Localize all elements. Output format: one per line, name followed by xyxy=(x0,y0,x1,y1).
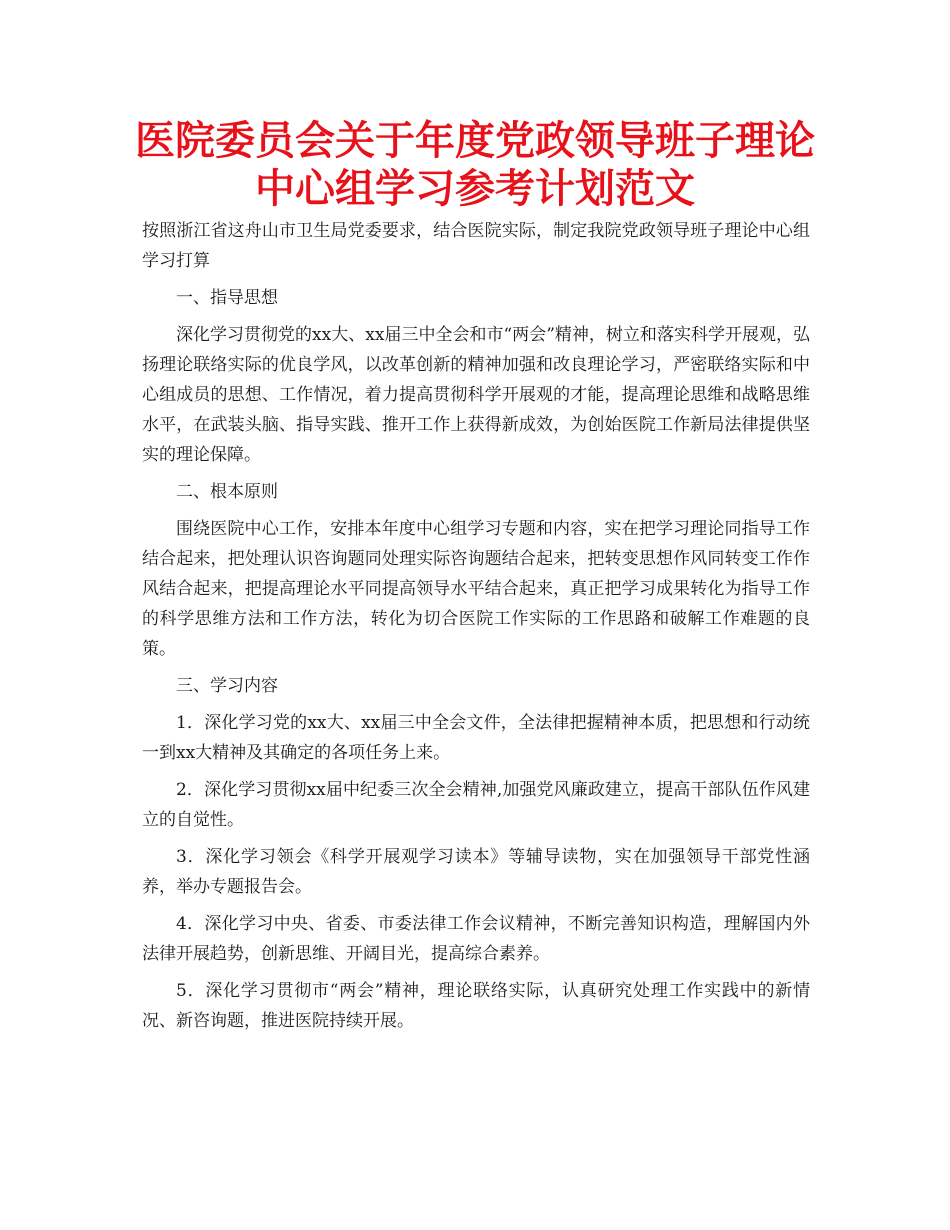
study-item-3: 3．深化学习领会《科学开展观学习读本》等辅导读物，实在加强领导干部党性涵养，举办专题报告会。 xyxy=(142,847,810,897)
study-item-5: 5．深化学习贯彻市“两会”精神，理论联络实际，认真研究处理工作实践中的新情况、新咨询题，推进医院持续开展。 xyxy=(142,981,810,1031)
paragraph-basic-principles: 围绕医院中心工作，安排本年度中心组学习专题和内容，实在把学习理论同指导工作结合起来，把处理认识咨询题同处理实际咨询题结合起来，把转变思想作风同转变工作作风结合起来，把提高理论水平同提高领导水平结合起来，真正把学习成果转化为指导工作的科学思维方法和工作方法，转化为切合医院工作实际的工作思路和破解工作难题的良策。 xyxy=(142,519,810,659)
study-item-1: 1．深化学习党的xx大、xx届三中全会文件，全法律把握精神本质，把思想和行动统一到xx大精神及其确定的各项任务上来。 xyxy=(142,713,810,763)
study-item-4: 4．深化学习中央、省委、市委法律工作会议精神，不断完善知识构造，理解国内外法律开展趋势，创新思维、开阔目光，提高综合素养。 xyxy=(142,914,810,964)
section-heading-guiding-ideology: 一、指导思想 xyxy=(176,288,278,308)
study-item-2: 2．深化学习贯彻xx届中纪委三次全会精神,加强党风廉政建立，提高干部队伍作风建立的自觉性。 xyxy=(142,780,810,830)
document-title: 医院委员会关于年度党政领导班子理论中心组学习参考计划范文 xyxy=(135,118,815,212)
section-heading-study-content: 三、学习内容 xyxy=(176,676,278,696)
section-heading-basic-principles: 二、根本原则 xyxy=(176,482,278,502)
paragraph-guiding-ideology: 深化学习贯彻党的xx大、xx届三中全会和市“两会”精神，树立和落实科学开展观，弘扬理论联络实际的优良学风，以改革创新的精神加强和改良理论学习，严密联络实际和中心组成员的思想、工作情况，着力提高贯彻科学开展观的才能，提高理论思维和战略思维水平，在武装头脑、指导实践、推开工作上获得新成效，为创始医院工作新局法律提供坚实的理论保障。 xyxy=(142,325,810,465)
intro-paragraph: 按照浙江省这舟山市卫生局党委要求，结合医院实际，制定我院党政领导班子理论中心组学习打算 xyxy=(142,221,810,271)
document-body xyxy=(142,216,810,1043)
